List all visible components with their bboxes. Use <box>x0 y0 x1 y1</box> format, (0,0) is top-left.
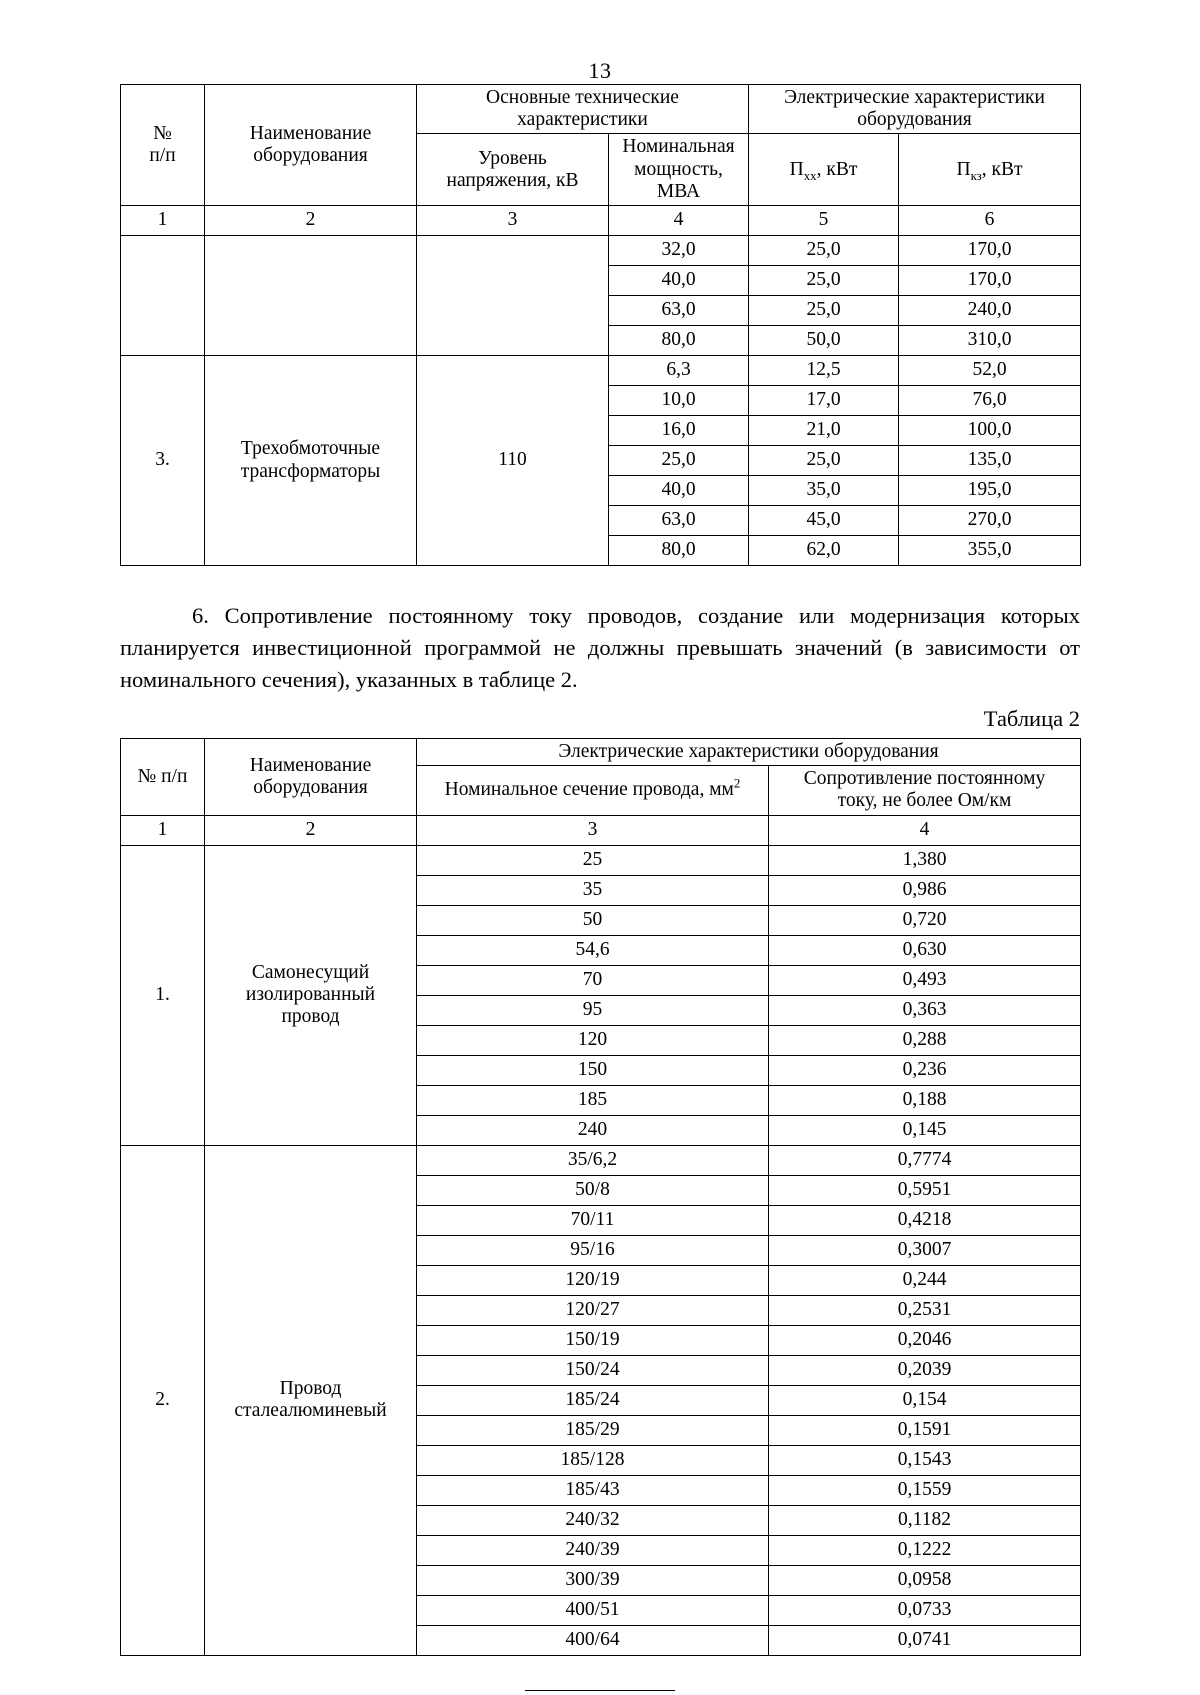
cell-nominal-section: 185/29 <box>417 1415 769 1445</box>
cell-rated-power: 80,0 <box>609 326 749 356</box>
cell-pkz: 170,0 <box>899 266 1081 296</box>
header-power-line2: мощность, <box>634 158 723 180</box>
table-row <box>121 845 1081 875</box>
cell-nominal-section: 120/19 <box>417 1265 769 1295</box>
header-main-tech-line1: Основные технические <box>486 87 679 108</box>
cell-resistance: 0,236 <box>769 1055 1081 1085</box>
cell-rated-power: 40,0 <box>609 266 749 296</box>
header-name-line1: Наименование <box>249 122 372 144</box>
page-number: 13 <box>588 58 612 83</box>
cell-nominal-section: 70/11 <box>417 1205 769 1235</box>
group-index-blank <box>121 236 205 356</box>
header-electrical-line1: Электрические характеристики <box>784 87 1045 108</box>
cell-pxx: 25,0 <box>749 236 899 266</box>
cell-nominal-section: 50/8 <box>417 1175 769 1205</box>
cell-pkz: 170,0 <box>899 236 1081 266</box>
cell-nominal-section: 150/19 <box>417 1325 769 1355</box>
header-cell-number <box>121 85 205 206</box>
cell-pxx: 25,0 <box>749 266 899 296</box>
header-electrical-line2: оборудования <box>857 109 972 131</box>
table-column-number-row <box>121 206 1081 236</box>
header-name-line2: оборудования <box>253 145 368 167</box>
cell-resistance: 0,0958 <box>769 1565 1081 1595</box>
header-cell-main-technical <box>417 85 749 134</box>
group-equipment-name <box>205 1145 417 1655</box>
cell-resistance: 0,288 <box>769 1025 1081 1055</box>
cell-resistance: 0,3007 <box>769 1235 1081 1265</box>
header-power-line1: Номинальная <box>622 136 735 158</box>
table-row <box>121 236 1081 266</box>
column-number-2: 2 <box>205 815 417 845</box>
cell-rated-power: 10,0 <box>609 386 749 416</box>
group-name-line1: Самонесущий <box>251 961 370 983</box>
header-cell-equipment-name <box>205 85 417 206</box>
cell-resistance: 0,1182 <box>769 1505 1081 1535</box>
cell-nominal-section: 185/24 <box>417 1385 769 1415</box>
cell-nominal-section: 185 <box>417 1085 769 1115</box>
header-pxx-subscript: хх <box>803 168 817 183</box>
cell-rated-power: 63,0 <box>609 506 749 536</box>
table-header-row <box>121 85 1081 134</box>
header-cell-rated-power <box>609 134 749 206</box>
header-name-line2: оборудования <box>253 776 368 798</box>
header-pkz-prefix: П <box>956 158 971 180</box>
cell-nominal-section: 185/128 <box>417 1445 769 1475</box>
header-cell-electrical <box>749 85 1081 134</box>
table2-caption: Таблица 2 <box>983 705 1080 731</box>
cell-pkz: 135,0 <box>899 446 1081 476</box>
cell-resistance: 0,1559 <box>769 1475 1081 1505</box>
cell-rated-power: 16,0 <box>609 416 749 446</box>
header-cell-voltage-level <box>417 134 609 206</box>
cell-pxx: 62,0 <box>749 536 899 566</box>
footer-divider <box>525 1690 675 1691</box>
cell-resistance: 0,1591 <box>769 1415 1081 1445</box>
header-name-line1: Наименование <box>249 754 372 776</box>
group-index: 3. <box>121 356 205 566</box>
cell-pkz: 76,0 <box>899 386 1081 416</box>
header-main-tech-line2: характеристики <box>517 109 648 131</box>
cell-resistance: 0,1222 <box>769 1535 1081 1565</box>
cell-nominal-section: 150/24 <box>417 1355 769 1385</box>
header-cell-equipment-name <box>205 738 417 815</box>
cell-pxx: 21,0 <box>749 416 899 446</box>
header-pkz-subscript: кз <box>970 168 982 183</box>
cell-resistance: 0,363 <box>769 995 1081 1025</box>
cell-rated-power: 63,0 <box>609 296 749 326</box>
header-section-superscript: 2 <box>733 776 741 791</box>
cell-pkz: 52,0 <box>899 356 1081 386</box>
cell-nominal-section: 240 <box>417 1115 769 1145</box>
cell-resistance: 0,2039 <box>769 1355 1081 1385</box>
cell-pxx: 17,0 <box>749 386 899 416</box>
cell-pxx: 35,0 <box>749 476 899 506</box>
cell-rated-power: 80,0 <box>609 536 749 566</box>
group-voltage-level: 110 <box>417 356 609 566</box>
cell-nominal-section: 25 <box>417 845 769 875</box>
header-number-line1: № <box>153 122 172 144</box>
header-resistance-line1: Сопротивление постоянному <box>803 768 1046 790</box>
header-cell-electrical: Электрические характеристики оборудования <box>417 738 1081 765</box>
table-header-row <box>121 738 1081 765</box>
header-section-prefix: Номинальное сечение провода, мм <box>444 779 734 801</box>
cell-nominal-section: 120/27 <box>417 1295 769 1325</box>
cell-nominal-section: 240/32 <box>417 1505 769 1535</box>
column-number-1: 1 <box>121 206 205 236</box>
table-row <box>121 1145 1081 1175</box>
column-number-4: 4 <box>769 815 1081 845</box>
column-number-1: 1 <box>121 815 205 845</box>
group-name-line1: Трехобмоточные <box>240 438 381 460</box>
cell-resistance: 0,145 <box>769 1115 1081 1145</box>
cell-pkz: 100,0 <box>899 416 1081 446</box>
cell-nominal-section: 400/51 <box>417 1595 769 1625</box>
cell-nominal-section: 240/39 <box>417 1535 769 1565</box>
group-equipment-name <box>205 845 417 1145</box>
header-number-line2: п/п <box>149 145 176 167</box>
group-name-line2: изолированный <box>245 983 376 1005</box>
header-resistance-line2: току, не более Ом/км <box>837 790 1012 812</box>
cell-pkz: 310,0 <box>899 326 1081 356</box>
cell-resistance: 0,154 <box>769 1385 1081 1415</box>
cell-nominal-section: 120 <box>417 1025 769 1055</box>
header-pxx-prefix: П <box>789 158 804 180</box>
cell-resistance: 0,0733 <box>769 1595 1081 1625</box>
header-voltage-line2: напряжения, кВ <box>446 169 579 191</box>
cell-pxx: 25,0 <box>749 446 899 476</box>
cell-nominal-section: 300/39 <box>417 1565 769 1595</box>
cell-resistance: 0,0741 <box>769 1625 1081 1655</box>
group-name-blank <box>205 236 417 356</box>
cell-nominal-section: 150 <box>417 1055 769 1085</box>
cell-resistance: 1,380 <box>769 845 1081 875</box>
cell-resistance: 0,2046 <box>769 1325 1081 1355</box>
group-voltage-blank <box>417 236 609 356</box>
group-equipment-name <box>205 356 417 566</box>
cell-nominal-section: 95 <box>417 995 769 1025</box>
wire-resistance-table <box>120 738 1081 1656</box>
cell-resistance: 0,720 <box>769 905 1081 935</box>
cell-rated-power: 40,0 <box>609 476 749 506</box>
cell-pkz: 240,0 <box>899 296 1081 326</box>
cell-pkz: 270,0 <box>899 506 1081 536</box>
header-cell-number: № п/п <box>121 738 205 815</box>
cell-resistance: 0,7774 <box>769 1145 1081 1175</box>
header-pkz-suffix: , кВт <box>981 158 1023 180</box>
column-number-3: 3 <box>417 206 609 236</box>
cell-pxx: 25,0 <box>749 296 899 326</box>
cell-nominal-section: 54,6 <box>417 935 769 965</box>
cell-resistance: 0,244 <box>769 1265 1081 1295</box>
cell-nominal-section: 400/64 <box>417 1625 769 1655</box>
cell-resistance: 0,1543 <box>769 1445 1081 1475</box>
group-index: 1. <box>121 845 205 1145</box>
paragraph-6: 6. Сопротивление постоянному току проводов, создание или модернизация которых планируется инвестиционной программой не должны превышать значений (в зависимости от номинального сечения), указанных в таблице 2. <box>120 603 1080 692</box>
column-number-5: 5 <box>749 206 899 236</box>
header-pxx-suffix: , кВт <box>816 158 858 180</box>
cell-resistance: 0,4218 <box>769 1205 1081 1235</box>
group-name-line2: сталеалюминевый <box>234 1400 387 1422</box>
page-content <box>120 84 1080 1691</box>
header-voltage-line1: Уровень <box>478 147 547 169</box>
cell-nominal-section: 35/6,2 <box>417 1145 769 1175</box>
cell-pkz: 355,0 <box>899 536 1081 566</box>
cell-pkz: 195,0 <box>899 476 1081 506</box>
header-cell-nominal-section <box>417 766 769 815</box>
cell-nominal-section: 35 <box>417 875 769 905</box>
cell-nominal-section: 95/16 <box>417 1235 769 1265</box>
cell-resistance: 0,5951 <box>769 1175 1081 1205</box>
cell-resistance: 0,493 <box>769 965 1081 995</box>
header-cell-pkz <box>899 134 1081 206</box>
header-cell-pxx <box>749 134 899 206</box>
cell-nominal-section: 70 <box>417 965 769 995</box>
cell-nominal-section: 185/43 <box>417 1475 769 1505</box>
cell-resistance: 0,188 <box>769 1085 1081 1115</box>
table-row <box>121 356 1081 386</box>
group-name-line2: трансформаторы <box>240 460 381 482</box>
group-name-line1: Провод <box>279 1377 342 1399</box>
cell-rated-power: 25,0 <box>609 446 749 476</box>
cell-resistance: 0,986 <box>769 875 1081 905</box>
header-power-line3: МВА <box>656 180 701 202</box>
cell-resistance: 0,630 <box>769 935 1081 965</box>
cell-pxx: 45,0 <box>749 506 899 536</box>
cell-pxx: 12,5 <box>749 356 899 386</box>
column-number-3: 3 <box>417 815 769 845</box>
column-number-6: 6 <box>899 206 1081 236</box>
group-index: 2. <box>121 1145 205 1655</box>
table-column-number-row <box>121 815 1081 845</box>
transformers-table <box>120 84 1081 566</box>
column-number-4: 4 <box>609 206 749 236</box>
group-name-line3: провод <box>281 1006 340 1028</box>
cell-nominal-section: 50 <box>417 905 769 935</box>
cell-rated-power: 6,3 <box>609 356 749 386</box>
cell-resistance: 0,2531 <box>769 1295 1081 1325</box>
column-number-2: 2 <box>205 206 417 236</box>
cell-pxx: 50,0 <box>749 326 899 356</box>
header-cell-resistance <box>769 766 1081 815</box>
cell-rated-power: 32,0 <box>609 236 749 266</box>
